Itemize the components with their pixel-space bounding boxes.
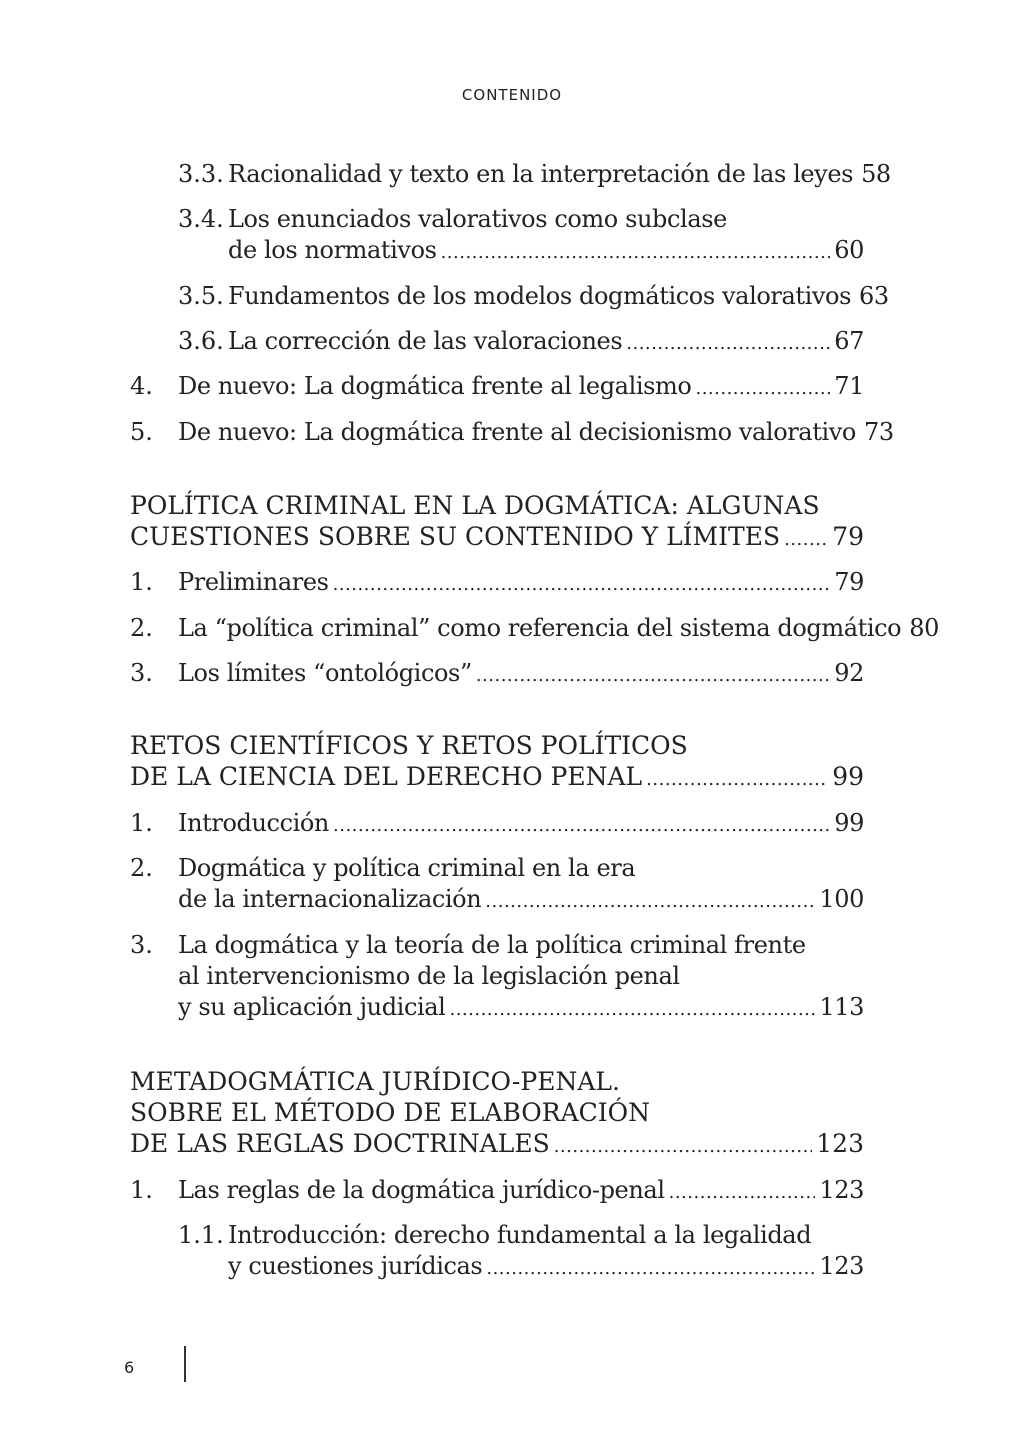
dot-leader <box>626 325 830 360</box>
chapter-entry <box>130 761 864 796</box>
toc-title: Introducción <box>178 809 329 837</box>
toc-number: 3.3. <box>178 160 224 188</box>
toc-title: De nuevo: La dogmática frente al decisionismo valorativo <box>178 418 856 446</box>
chapter-title: DE LA CIENCIA DEL DERECHO PENAL <box>130 762 643 791</box>
toc-entry <box>228 234 864 269</box>
footer-rule <box>184 1346 186 1382</box>
toc-number: 3. <box>130 931 153 959</box>
toc-page: 73 <box>863 418 894 446</box>
toc-entry <box>178 416 894 451</box>
toc-page: 113 <box>819 993 864 1021</box>
toc-entry <box>228 280 889 315</box>
chapter-title: RETOS CIENTÍFICOS Y RETOS POLÍTICOS <box>130 731 688 760</box>
chapter-title: SOBRE EL MÉTODO DE ELABORACIÓN <box>130 1098 651 1127</box>
toc-entry <box>178 612 939 647</box>
toc-number: 1. <box>130 568 153 596</box>
toc-page: 80 <box>909 614 939 642</box>
dot-leader <box>476 657 830 692</box>
chapter-entry <box>130 521 864 556</box>
toc-page: 123 <box>819 1252 864 1280</box>
dot-leader <box>669 1174 816 1209</box>
toc-title: De nuevo: La dogmática frente al legalismo <box>178 372 692 400</box>
chapter-title: METADOGMÁTICA JURÍDICO-PENAL. <box>130 1067 620 1096</box>
toc-title: Dogmática y política criminal en la era <box>178 854 636 882</box>
toc-page: 123 <box>819 1176 864 1204</box>
toc-entry <box>178 991 864 1026</box>
toc-number: 3. <box>130 659 153 687</box>
chapter-title: CUESTIONES SOBRE SU CONTENIDO Y LÍMITES <box>130 522 781 551</box>
toc-number: 3.4. <box>178 205 224 233</box>
toc-entry <box>178 566 864 601</box>
toc-page: 92 <box>834 659 864 687</box>
toc-number: 1. <box>130 1176 153 1204</box>
toc-page: 79 <box>834 568 864 596</box>
toc-page: 67 <box>834 327 864 355</box>
toc-number: 2. <box>130 614 153 642</box>
toc-title: Las reglas de la dogmática jurídico-penal <box>178 1176 665 1204</box>
toc-page: 58 <box>861 160 891 188</box>
chapter-title: POLÍTICA CRIMINAL EN LA DOGMÁTICA: ALGUNAS <box>130 491 820 520</box>
chapter-title: DE LAS REGLAS DOCTRINALES <box>130 1129 550 1158</box>
toc-number: 2. <box>130 854 153 882</box>
dot-leader <box>695 370 830 405</box>
toc-title: La corrección de las valoraciones <box>228 327 623 355</box>
toc-title: La “política criminal” como referencia del sistema dogmático <box>178 614 902 642</box>
chapter-entry <box>130 1128 864 1163</box>
toc-number: 3.5. <box>178 282 224 310</box>
page-number: 6 <box>124 1358 135 1377</box>
toc-number: 5. <box>130 418 153 446</box>
toc-entry <box>178 883 864 918</box>
toc-number: 4. <box>130 372 153 400</box>
toc-number: 1.1. <box>178 1221 224 1249</box>
toc-title: Racionalidad y texto en la interpretación de las leyes <box>228 160 854 188</box>
toc-page: 100 <box>819 885 864 913</box>
toc-number: 3.6. <box>178 327 224 355</box>
toc-page: 123 <box>816 1129 864 1158</box>
toc-title: y su aplicación judicial <box>178 993 446 1021</box>
toc-title: Fundamentos de los modelos dogmáticos valorativos <box>228 282 852 310</box>
toc-title: Introducción: derecho fundamental a la legalidad <box>228 1221 812 1249</box>
toc-entry <box>228 158 891 193</box>
running-head: CONTENIDO <box>461 86 563 104</box>
toc-page: 79 <box>832 522 864 551</box>
toc-title: Preliminares <box>178 568 329 596</box>
toc-page: 60 <box>834 236 864 264</box>
toc-entry <box>228 1250 864 1285</box>
toc-title: de la internacionalización <box>178 885 482 913</box>
toc-title: Los límites “ontológicos” <box>178 659 472 687</box>
toc-page: 99 <box>834 809 864 837</box>
toc-title: Los enunciados valorativos como subclase <box>228 205 727 233</box>
toc-title: de los normativos <box>228 236 437 264</box>
toc-entry <box>178 807 864 842</box>
toc-page: 71 <box>834 372 864 400</box>
dot-leader <box>441 234 831 269</box>
toc-number: 1. <box>130 809 153 837</box>
toc-entry <box>178 370 864 405</box>
toc-page: 99 <box>832 762 864 791</box>
toc-entry <box>228 325 864 360</box>
dot-leader <box>554 1128 813 1163</box>
toc-title: al intervencionismo de la legislación penal <box>178 962 680 990</box>
toc-entry <box>178 1174 864 1209</box>
toc-entry <box>178 657 864 692</box>
dot-leader <box>333 807 830 842</box>
dot-leader <box>333 566 831 601</box>
toc-title: La dogmática y la teoría de la política criminal frente <box>178 931 806 959</box>
dot-leader <box>486 1250 815 1285</box>
toc-title: y cuestiones jurídicas <box>228 1252 483 1280</box>
dot-leader <box>485 883 815 918</box>
dot-leader <box>449 991 815 1026</box>
dot-leader <box>784 521 828 556</box>
dot-leader <box>646 761 828 796</box>
toc-page: 63 <box>859 282 889 310</box>
